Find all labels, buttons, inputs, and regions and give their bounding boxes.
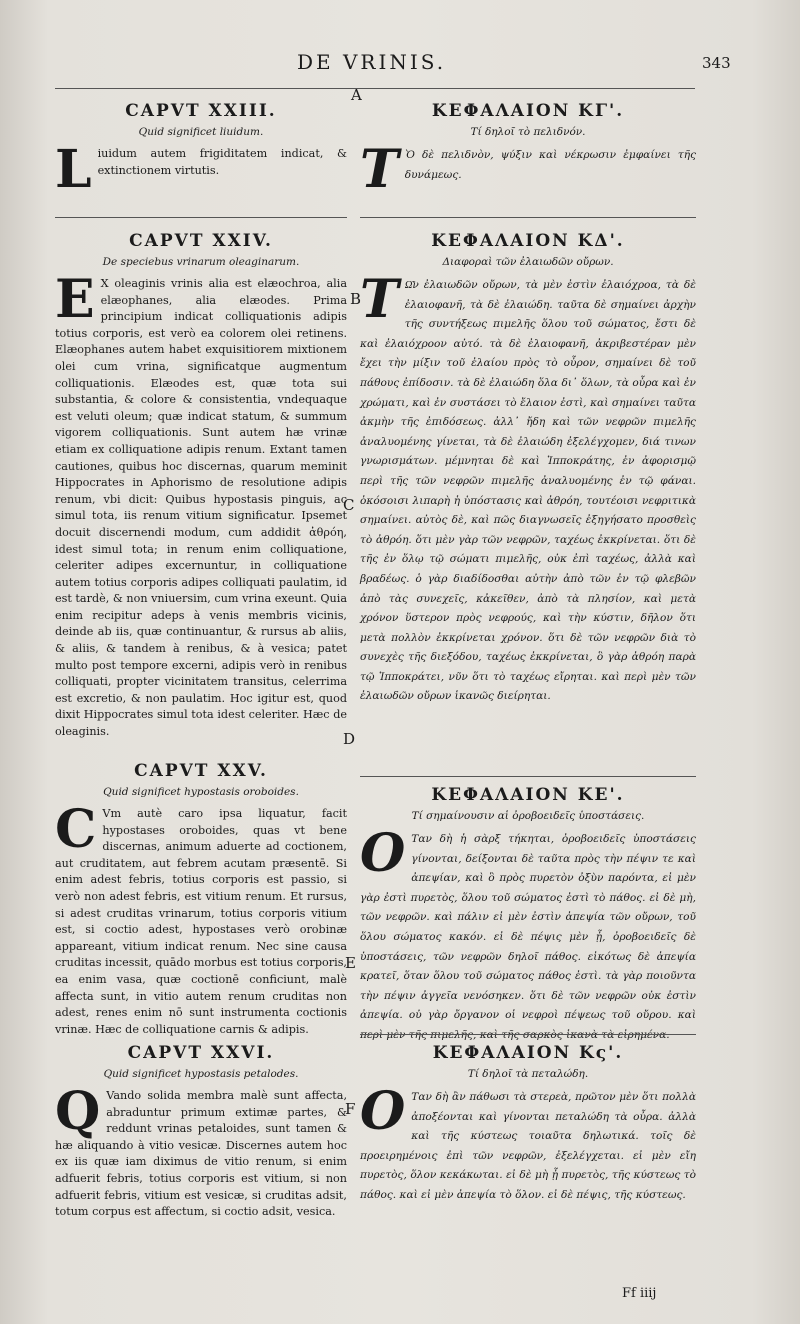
chapter-subtitle: De speciebus vrinarum oleaginarum. [102, 256, 300, 268]
margin-letter-f: F [345, 1100, 356, 1118]
chapter-body: X oleaginis vrinis alia est elæochroa, alia elæophanes, alia elæodes. Prima principium indicat colliquationis adipis totius corporis, est verò ea colorem olei retinens. Elæophanes autem habet exquisitiorem mixtionem olei cum vrina, significatque augmentum colliquationis. Elæodes est, quæ tota sui substantia, & colore & consistentia, vndequaque est veluti oleum; quæ indicat statum, & summum vigorem colliquationis. Sunt autem hæ vrinæ etiam ex colliquatione adipis renum. Extant tamen cautiones, quibus hoc discernas, quarum meminit Hippocrates in Aphorismo de resolutione adipis renum, vbi dicit: Quibus hypostasis pinguis, ac simul tota, iis renum vitium significatur. Ipsemet docuit discernendi modum, cum addidit ἀθρόη, idest simul tota; in renum enim colliquatione, celeriter adipes excernuntur, in colliquatione autem totius corporis adipes colliquati paulatim, id est tardè, & non vniuersim, cum vrina exeunt. Quia enim recipitur adeps à venis membris vicinis, deinde ab iis, quæ continuantur, & rursus ab aliis, & aliis, & tandem à renibus, & à vesica; patet multo post tempore excerni, adipis verò in renibus colliquati, propter vicinitatem transitus, celerrima est excretio, & non paulatim. Hoc igitur est, quod dixit Hippocrates simul tota idest celeriter. Hæc de oleaginis. [55, 277, 347, 739]
chapter-body: Ταν δὴ ἡ σὰρξ τήκηται, ὀροβοειδεῖς ὑποστάσεις γίνονται, δείξονται δὲ ταῦτα πρὸς τὴν πέψιν τε καὶ ἀπεψίαν, καὶ ὃ πρὸς πυρετὸν ὀξὺν παρόντα, εἰ μὲν γὰρ ἐστὶ πυρετὸς, ὅλου τοῦ σώματος ἐστὶ τὸ πάθος. εἰ δὲ μὴ, τῶν νεφρῶν. καὶ πάλιν εἰ μὲν ἐστὶν ἀπεψία τῶν οὔρων, τοῦ ὅλου σώματος κακόν. εἰ δὲ πέψις μὲν ᾖ, ὀροβοειδεῖς δὲ ὑποστάσεις, τῶν νεφρῶν δηλοῖ πάθος. εἰκότως δὲ ἀπεψία κρατεῖ, ὅταν ὅλου τοῦ σώματος πάθος ἐστὶ. τὰ γὰρ ποιοῦντα τὴν πέψιν ἀγγεῖα νενόσηκεν. ὅτι δὲ τῶν νεφρῶν οὐκ ἐστὶν ἀπεψία. οὐ γὰρ ὄργανον οἱ νεφροὶ πέψεως τοῦ οὔρου. καὶ περὶ μὲν τῆς πιμελῆς, καὶ τῆς σαρκὸς ἱκανὰ τὰ εἰρημένα. [360, 833, 696, 1041]
drop-initial: L [55, 139, 92, 200]
chapter-heading: ΚΕΦΑΛΑΙΟΝ Κς'. [432, 1043, 624, 1063]
running-title: DE VRINIS. [297, 50, 447, 74]
greek-chapter-25 [360, 784, 696, 1046]
section-rule [360, 1034, 696, 1035]
latin-chapter-24 [55, 230, 347, 741]
chapter-heading: CAPVT XXIV. [129, 231, 273, 251]
signature-mark: Ff iiij [622, 1286, 657, 1301]
section-rule [360, 776, 696, 777]
greek-chapter-23 [360, 100, 696, 200]
chapter-text [360, 139, 696, 200]
margin-letter-b: B [350, 290, 362, 308]
chapter-heading: ΚΕΦΑΛΑΙΟΝ ΚΓ'. [431, 101, 625, 121]
chapter-text [55, 1081, 347, 1221]
latin-chapter-26 [55, 1042, 347, 1221]
chapter-body: Vm autè caro ipsa liquatur, facit hypostases oroboides, quas vt bene discernas, animum aduerte ad coctionem, aut cruditatem, aut febrem acutam præsentē. Si enim adest febris, totius corporis est passio, si verò non adest febris, est vitium renum. Et rursus, si adest cruditas vrinarum, totius corporis vitium est, si coctio adest, hypostases verò orobinæ appareant, vitium indicat renum. Nec sine causa cruditas incessit, quādo morbus est totius corporis, ea enim vasa, quæ coctionē conficiunt, malè affecta sunt, in vitio autem renum cruditas non adest, renes enim nō sunt instrumenta coctionis vrinæ. Hæc de colliquatione carnis & adipis. [55, 807, 347, 1036]
chapter-heading: CAPVT XXVI. [127, 1043, 275, 1063]
chapter-text [55, 139, 347, 200]
chapter-text [360, 823, 696, 1046]
chapter-body: Ὸ δὲ πελιδνὸν, ψύξιν καὶ νέκρωσιν ἐμφαίνει τῆς δυνάμεως. [404, 149, 696, 181]
chapter-heading: ΚΕΦΑΛΑΙΟΝ ΚΕ'. [431, 785, 625, 805]
greek-chapter-24 [360, 230, 696, 707]
latin-chapter-25 [55, 760, 347, 1038]
header-rule [55, 88, 695, 89]
section-rule [360, 217, 696, 218]
page-number: 343 [702, 54, 731, 72]
chapter-subtitle: Quid significet hypostasis petalodes. [103, 1068, 299, 1080]
greek-chapter-26 [360, 1042, 696, 1206]
chapter-subtitle: Τί δηλοῖ τὸ πελιδνόν. [470, 126, 586, 138]
margin-letter-e: E [345, 954, 356, 972]
chapter-subtitle: Τί σημαίνουσιν αἱ ὀροβοειδεῖς ὑποστάσεις. [411, 810, 645, 822]
chapter-body: Ω͂ν ἐλαιωδῶν οὔρων, τὰ μὲν ἐστὶν ἐλαιόχροα, τὰ δὲ ἐλαιοφανῆ, τὰ δὲ ἐλαιώδη. ταῦτα δὲ σημαίνει ἀρχὴν τῆς συντήξεως πιμελῆς ὅλου τοῦ σώματος, ἔστι δὲ καὶ ἐλαιόχροον αὐτό. τὰ δὲ ἐλαιοφανῆ, ἀκριβεστέραν μὲν ἔχει τὴν μίξιν τοῦ ἐλαίου πρὸς τὸ οὖρον, σημαίνει δὲ τοῦ πάθους ἐπίδοσιν. τὰ δὲ ἐλαιώδη ὅλα δι᾿ ὅλων, τὰ οὖρα καὶ ἐν χρώματι, καὶ ἐν συστάσει τὸ ἔλαιον ἐστὶ, καὶ σημαίνει ταῦτα ἀκμὴν τῆς ἐπιδόσεως. ἀλλ᾿ ἤδη καὶ τῶν νεφρῶν πιμελῆς ἀναλυομένης γίνεται, τὰ δὲ ἐλαιώδη ἐξελέγχομεν, διά τινων γνωρισμάτων. μέμνηται δὲ καὶ Ἱπποκράτης, ἐν ἀφορισμῷ περὶ τῆς τῶν νεφρῶν πιμελῆς ἀναλυομένης ἐν τῷ φάναι. ὁκόσοισι λιπαρὴ ἡ ὑπόστασις καὶ ἀθρόη, τουτέοισι νεφριτικὰ σημαίνει. αὐτὸς δὲ, καὶ πῶς διαγνωσεῖς ἐξηγήσατο προσθεὶς τὸ ἀθρόη. ὅτι μὲν γὰρ τῶν νεφρῶν, ταχέως ἐκκρίνεται. ὅτι δὲ τῆς ἐν ὅλῳ τῷ σώματι πιμελῆς, οὐκ ἐπὶ ταχέως, ἀλλὰ καὶ βραδέως. ὁ γὰρ διαδίδοσθαι αὐτὴν ἀπὸ τῶν ἐν τῷ φλεβῶν ἀπὸ τὰς συνεχεῖς, κἀκεῖθεν, ἀπὸ τὰ πλησίον, καὶ μετὰ χρόνον ὕστερον πρὸς νεφρούς, καὶ τὴν κύστιν, δῆλον ὅτι μετὰ πολλὸν ἐκκρίνεται χρόνον. ὅτι δὲ τῶν νεφρῶν διὰ τὸ συνεχὲς τῆς διεξόδου, ταχέως ἐκκρίνεται, ὃ γὰρ ἀθρόη παρὰ τῷ Ἱπποκράτει, νῦν ὅτι τὸ ταχέως εἴρηται. καὶ περὶ μὲν τῶν ἐλαιωδῶν οὔρων ἱκανῶς διείρηται. [360, 279, 696, 703]
drop-initial: Ο [360, 823, 406, 884]
drop-initial: C [55, 799, 97, 860]
margin-letter-c: C [343, 496, 355, 514]
drop-initial: E [55, 269, 95, 330]
chapter-subtitle: Quid significet liuidum. [138, 126, 264, 138]
latin-chapter-23 [55, 100, 347, 200]
section-rule [55, 217, 347, 218]
drop-initial: Ο [360, 1081, 406, 1142]
drop-initial: Τ [360, 139, 399, 200]
chapter-text [360, 269, 696, 707]
chapter-body: Vando solida membra malè sunt affecta, abraduntur primum extimæ partes, & reddunt vrinas petaloides, sunt tamen & hæ aliquando à vitio vesicæ. Discernes autem hoc ex iis quæ iam diximus de vitio renum, si enim adfuerit febris, totius corporis est vitium, si non adfuerit febris, vitium est vesicæ, si cruditas adsit, totum corpus est affectum, si coctio adsit, vesica. [55, 1089, 347, 1219]
chapter-heading: CAPVT XXIII. [125, 101, 277, 121]
chapter-heading: CAPVT XXV. [134, 761, 268, 781]
margin-letter-d: D [343, 730, 356, 748]
chapter-body: iuidum autem frigiditatem indicat, & extinctionem virtutis. [97, 147, 347, 177]
margin-letter-a: A [351, 86, 362, 104]
chapter-text [55, 269, 347, 741]
drop-initial: Τ [360, 269, 399, 330]
chapter-body: Ταν δὴ ἂν πάθωσι τὰ στερεὰ, πρῶτον μὲν ὅτι πολλὰ ἀποξέονται καὶ γίνονται πεταλώδη τὰ οὖρα. ἀλλὰ καὶ τῆς κύστεως τοιαῦτα δηλωτικά. τοῖς δὲ προειρημένοις ἐπὶ τῶν νεφρῶν, ἐξελέγχεται. εἰ μὲν εἴη πυρετὸς, ὅλον κεκάκωται. εἰ δὲ μὴ ᾖ πυρετὸς, τῆς κύστεως τὸ πάθος. καὶ εἰ μὲν ἀπεψία τὸ ὅλον. εἰ δὲ πέψις, τῆς κύστεως. [360, 1091, 696, 1201]
drop-initial: Q [55, 1081, 101, 1142]
running-head [0, 50, 800, 72]
chapter-subtitle: Quid significet hypostasis oroboides. [103, 786, 299, 798]
chapter-text [55, 799, 347, 1038]
chapter-subtitle: Διαφοραὶ τῶν ἐλαιωδῶν οὔρων. [442, 256, 614, 268]
chapter-text [360, 1081, 696, 1206]
chapter-heading: ΚΕΦΑΛΑΙΟΝ ΚΔ'. [431, 231, 625, 251]
chapter-subtitle: Τί δηλοῖ τὰ πεταλώδη. [467, 1068, 589, 1080]
